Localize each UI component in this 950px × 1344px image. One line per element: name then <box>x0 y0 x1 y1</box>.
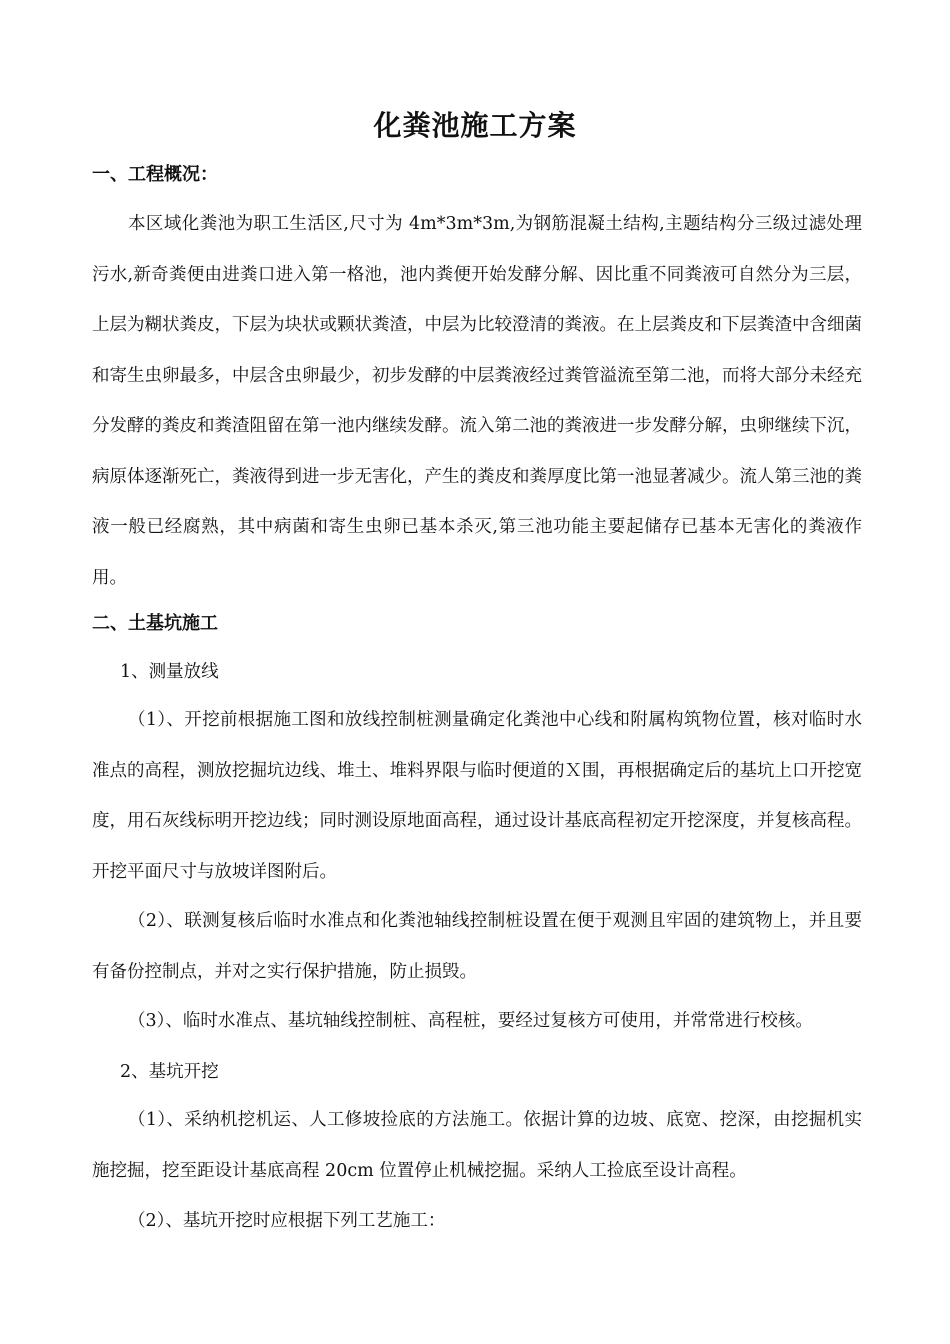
survey-item-2: （2）、联测复核后临时水准点和化粪池轴线控制桩设置在便于观测且牢固的建筑物上，并且要有备份控制点，并对之实行保护措施，防止损毁。 <box>92 911 862 982</box>
pit-excavation-item-2: （2）、基坑开挖时应根据下列工艺施工： <box>128 1211 446 1231</box>
subsection-heading-pit-excavation: 2、基坑开挖 <box>120 1062 219 1082</box>
section-heading-overview: 一、工程概况： <box>92 164 218 185</box>
survey-item-3: （3）、临时水准点、基坑轴线控制桩、高程桩，要经过复核方可使用，并常常进行校核。 <box>128 1011 813 1031</box>
document-title: 化粪池施工方案 <box>373 109 577 142</box>
pit-excavation-item-1: （1）、采纳机挖机运、人工修坡捡底的方法施工。依据计算的边坡、底宽、挖深，由挖掘机实施挖掘，挖至距设计基底高程 20cm 位置停止机械挖掘。采纳人工捡底至设计高程。 <box>92 1110 862 1181</box>
survey-item-1: （1）、开挖前根据施工图和放线控制桩测量确定化粪池中心线和附属构筑物位置，核对临时水准点的高程，测放挖掘坑边线、堆土、堆料界限与临时便道的Ｘ围，再根据确定后的基坑上口开挖宽度，用石灰线标明开挖边线；同时测设原地面高程，通过设计基底高程初定开挖深度，并复核高程。开挖平面尺寸与放坡详图附后。 <box>92 710 862 882</box>
overview-paragraph: 本区域化粪池为职工生活区,尺寸为 4m*3m*3m,为钢筋混凝土结构,主题结构分三级过滤处理污水,新奇粪便由进粪口进入第一格池，池内粪便开始发酵分解、因比重不同粪液可自然分为三层，上层为糊状粪皮，下层为块状或颗状粪渣，中层为比较澄清的粪液。在上层粪皮和下层粪渣中含细菌和寄生虫卵最多，中层含虫卵最少，初步发酵的中层粪液经过粪管溢流至第二池，而将大部分未经充分发酵的粪皮和粪渣阻留在第一池内继续发酵。流入第二池的粪液进一步发酵分解，虫卵继续下沉，病原体逐渐死亡，粪液得到进一步无害化，产生的粪皮和粪厚度比第一池显著减少。流人第三池的粪液一般已经腐熟，其中病菌和寄生虫卵已基本杀灭,第三池功能主要起储存已基本无害化的粪液作用。 <box>92 214 862 588</box>
subsection-heading-survey: 1、测量放线 <box>120 662 219 682</box>
section-heading-excavation: 二、土基坑施工 <box>92 613 218 634</box>
